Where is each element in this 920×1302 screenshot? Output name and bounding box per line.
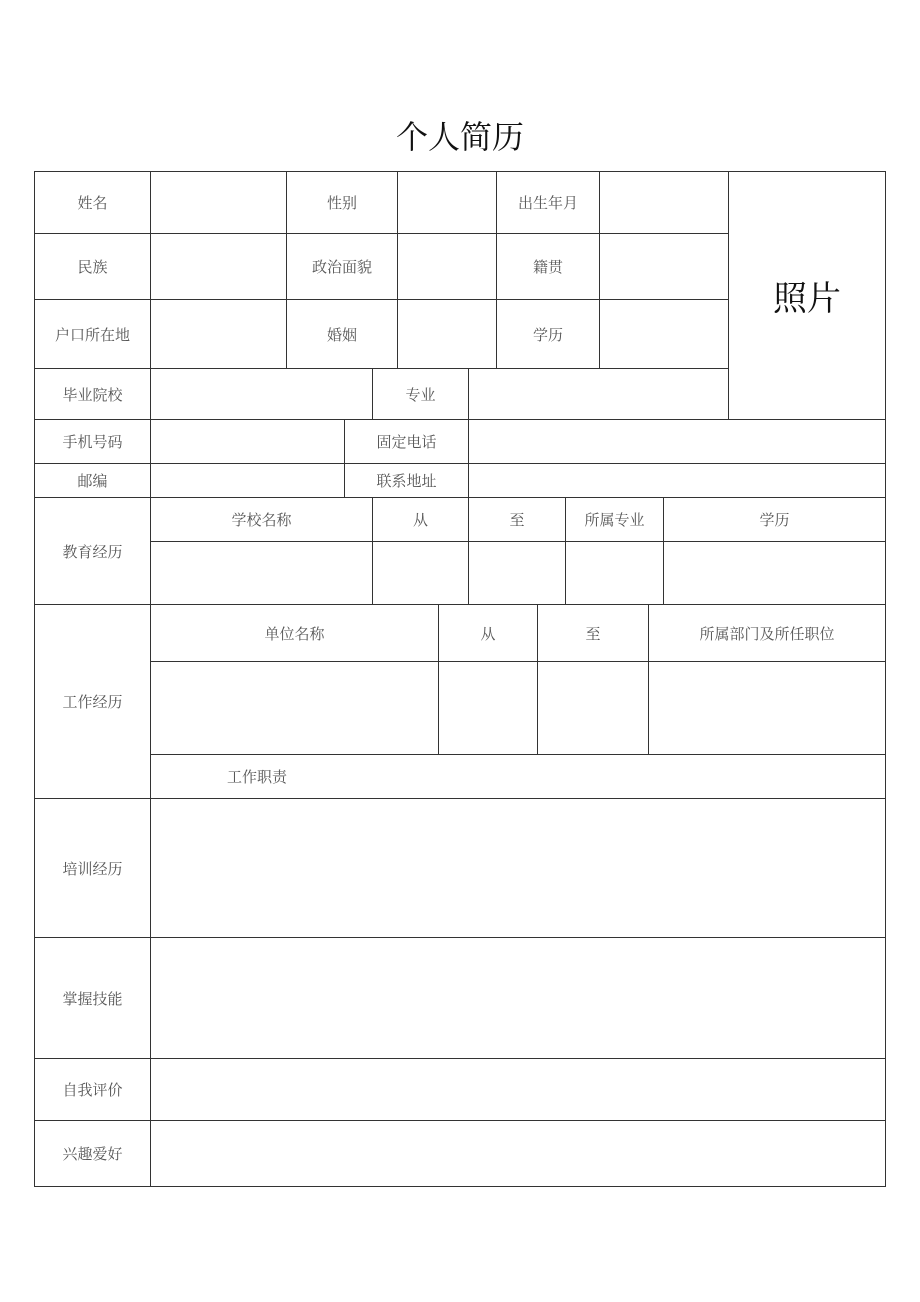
name-label: 姓名	[34, 171, 151, 234]
edu-degree-field[interactable]	[663, 541, 886, 605]
hukou-field[interactable]	[150, 299, 287, 369]
gender-label: 性别	[286, 171, 398, 234]
political-label: 政治面貌	[286, 233, 398, 300]
political-field[interactable]	[397, 233, 497, 300]
ethnicity-field[interactable]	[150, 233, 287, 300]
postcode-field[interactable]	[150, 463, 345, 498]
edu-school-field[interactable]	[150, 541, 373, 605]
education-section-label: 教育经历	[34, 497, 151, 605]
degree-field[interactable]	[599, 299, 729, 369]
work-duties-label: 工作职责	[227, 768, 288, 786]
skills-section-label: 掌握技能	[34, 937, 151, 1059]
edu-header-from: 从	[372, 497, 469, 542]
school-label: 毕业院校	[34, 368, 151, 420]
work-section-label: 工作经历	[34, 604, 151, 799]
skills-field[interactable]	[150, 937, 886, 1059]
edu-major-field[interactable]	[565, 541, 664, 605]
birth-field[interactable]	[599, 171, 729, 234]
mobile-label: 手机号码	[34, 419, 151, 464]
mobile-field[interactable]	[150, 419, 345, 464]
work-company-field[interactable]	[150, 661, 439, 755]
edu-header-to: 至	[468, 497, 566, 542]
edu-header-degree: 学历	[663, 497, 886, 542]
training-section-label: 培训经历	[34, 798, 151, 938]
ethnicity-label: 民族	[34, 233, 151, 300]
birth-label: 出生年月	[496, 171, 600, 234]
postcode-label: 邮编	[34, 463, 151, 498]
phone-field[interactable]	[468, 419, 886, 464]
work-header-from: 从	[438, 604, 538, 662]
work-header-position: 所属部门及所任职位	[648, 604, 886, 662]
hobbies-field[interactable]	[150, 1120, 886, 1187]
edu-header-school: 学校名称	[150, 497, 373, 542]
marriage-field[interactable]	[397, 299, 497, 369]
gender-field[interactable]	[397, 171, 497, 234]
edu-to-field[interactable]	[468, 541, 566, 605]
photo-box[interactable]: 照片	[728, 171, 886, 420]
work-duties-field[interactable]	[150, 754, 886, 799]
hobbies-section-label: 兴趣爱好	[34, 1120, 151, 1187]
work-header-to: 至	[537, 604, 649, 662]
major-label: 专业	[372, 368, 469, 420]
name-field[interactable]	[150, 171, 287, 234]
address-field[interactable]	[468, 463, 886, 498]
school-field[interactable]	[150, 368, 373, 420]
edu-header-major: 所属专业	[565, 497, 664, 542]
native-label: 籍贯	[496, 233, 600, 300]
work-header-company: 单位名称	[150, 604, 439, 662]
self-eval-section-label: 自我评价	[34, 1058, 151, 1121]
work-to-field[interactable]	[537, 661, 649, 755]
major-field[interactable]	[468, 368, 729, 420]
hukou-label: 户口所在地	[34, 299, 151, 369]
work-from-field[interactable]	[438, 661, 538, 755]
phone-label: 固定电话	[344, 419, 469, 464]
degree-label: 学历	[496, 299, 600, 369]
training-field[interactable]	[150, 798, 886, 938]
edu-from-field[interactable]	[372, 541, 469, 605]
work-position-field[interactable]	[648, 661, 886, 755]
page-title: 个人简历	[395, 118, 524, 156]
native-field[interactable]	[599, 233, 729, 300]
self-eval-field[interactable]	[150, 1058, 886, 1121]
marriage-label: 婚姻	[286, 299, 398, 369]
address-label: 联系地址	[344, 463, 469, 498]
